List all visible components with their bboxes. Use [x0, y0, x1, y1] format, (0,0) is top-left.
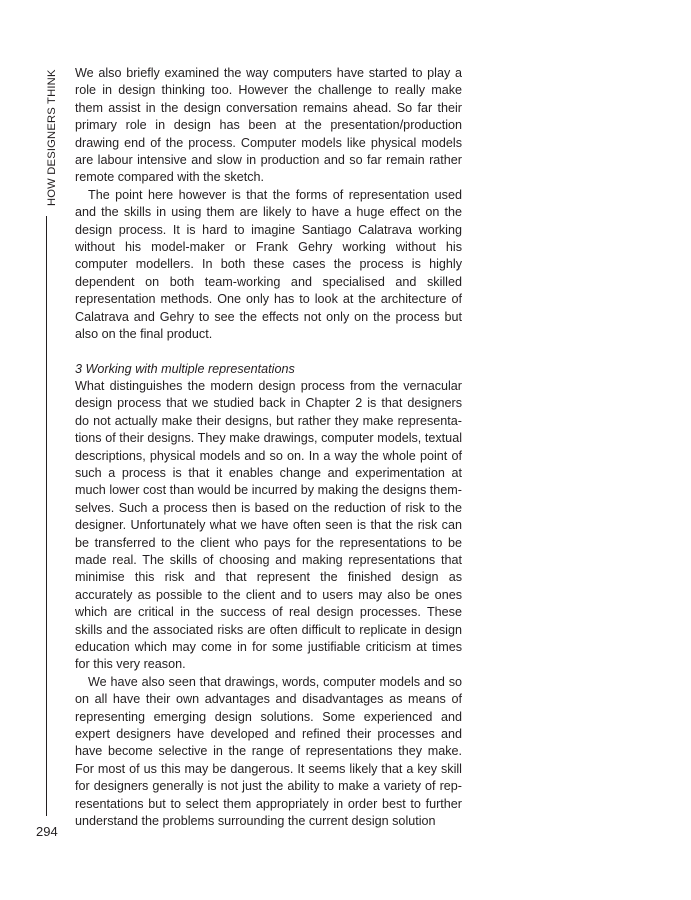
section-heading: 3 Working with multiple representations [75, 361, 295, 376]
margin-rule [46, 216, 47, 816]
page-number: 294 [36, 824, 58, 839]
paragraph: We have also seen that drawings, words, computer models and so on all have their own advantages and disadvantages as means of representing emerging design solutions. Some experienced and expert designers have developed and refined their processes and have become selective in the range of representations they make. For most of us this may be dangerous. It seems likely that a key skill for designers generally is not just the ability to make a variety of representations but to select them appropriately in order best to further understand the problems surrounding the current design solution [75, 674, 462, 829]
running-head [46, 66, 64, 206]
paragraph: What distinguishes the modern design process from the vernacular design process that we studied back in Chapter 2 is that designers do not actually make their designs, but rather they make representations of their designs. They make drawings, computer models, textual descriptions, physical models and so on. In a way the whole point of such a process is that it enables change and experimentation at much lower cost than would be incurred by making the designs themselves. Such a process then is based on the reduction of risk to the designer. Unfortunately what we have often seen is that the risk can be transferred to the client who pays for the representations to be made real. The skills of choosing and making representations that minimise this risk and that represent the finished design as accurately as possible to the client and to users may also be ones which are critical in the success of real design processes. These skills and the associated risks are often difficult to replicate in design education which may come in for some justifiable criticism at times for this very reason. [75, 378, 462, 672]
paragraph: The point here however is that the forms of representation used and the skills in using them are likely to have a huge effect on the design process. It is hard to imagine Santiago Calatrava working without his model-maker or Frank Gehry working without his computer modellers. In both these cases the process is highly dependent on both team-working and specialised and skilled representation methods. One only has to look at the architecture of Calatrava and Gehry to see the effects not only on the process but also on the final product. [75, 187, 462, 342]
paragraph: We also briefly examined the way computers have started to play a role in design thinking too. However the challenge to really make them assist in the design conversation remains ahead. So far their primary role in design has been at the presentation/production drawing end of the process. Computer models like physical models are labour intensive and slow in production and so far remain rather remote compared with the sketch. [75, 66, 462, 185]
text-column [75, 65, 462, 830]
running-head-text: HOW DESIGNERS THINK [46, 69, 58, 206]
